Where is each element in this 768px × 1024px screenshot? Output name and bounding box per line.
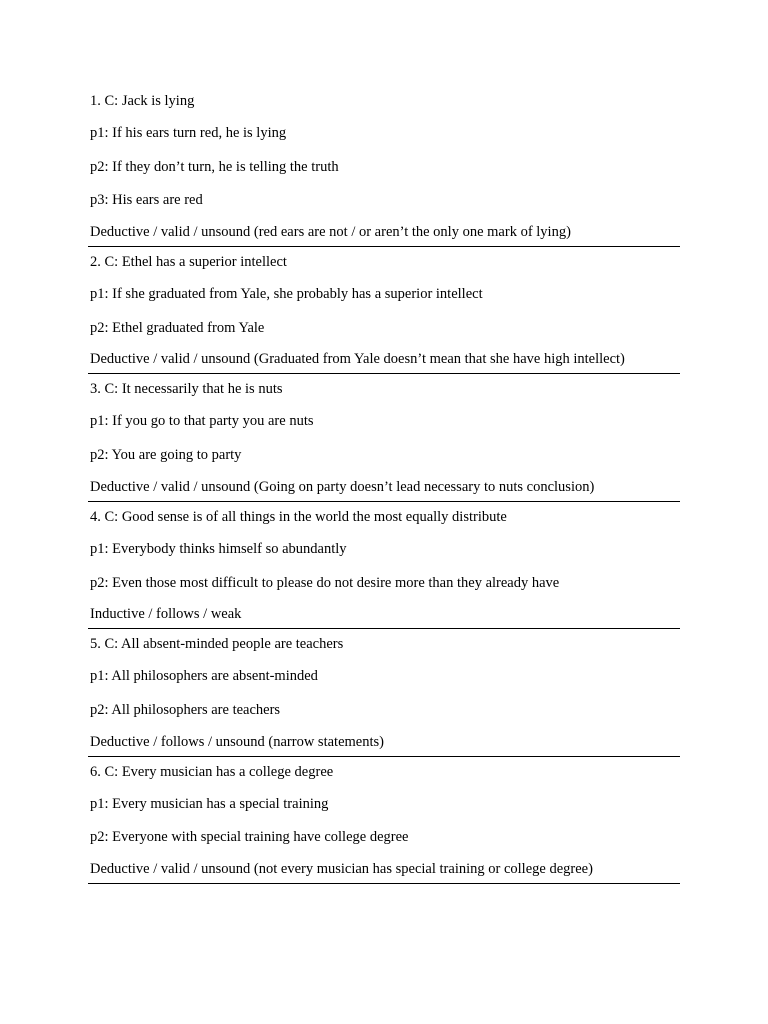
premise-line: p1: If his ears turn red, he is lying <box>90 125 287 141</box>
conclusion-line: 3. C: It necessarily that he is nuts <box>90 381 283 398</box>
premise-line: p1: If she graduated from Yale, she probably has a superior intellect <box>90 286 483 303</box>
premise-line: p1: Every musician has a special training <box>90 795 329 812</box>
premise-line: p2: All philosophers are teachers <box>90 701 281 718</box>
evaluation-line: Deductive / valid / unsound (red ears are not / or aren’t the only one mark of lying) <box>90 224 571 241</box>
premise-line: p1: All philosophers are absent-minded <box>90 668 318 685</box>
premise-line: p1: If you go to that party you are nuts <box>90 413 314 430</box>
evaluation-line: Deductive / valid / unsound (Going on party doesn’t lead necessary to nuts conclusion) <box>90 478 595 495</box>
argument-1 <box>88 86 680 247</box>
premise-line: p3: His ears are red <box>90 192 203 209</box>
conclusion-line: 2. C: Ethel has a superior intellect <box>90 254 287 271</box>
evaluation-line: Deductive / valid / unsound (Graduated from Yale doesn’t mean that she have high intellect) <box>90 351 625 368</box>
document-page <box>88 86 680 884</box>
argument-2 <box>88 247 680 374</box>
argument-5 <box>88 629 680 756</box>
argument-3 <box>88 374 680 501</box>
evaluation-line: Deductive / valid / unsound (not every musician has special training or college degree) <box>90 860 593 877</box>
conclusion-line: 6. C: Every musician has a college degree <box>90 763 334 780</box>
conclusion-line: 4. C: Good sense is of all things in the world the most equally distribute <box>90 508 507 525</box>
evaluation-line: Inductive / follows / weak <box>90 606 242 623</box>
argument-4 <box>88 502 680 629</box>
premise-line: p2: Everyone with special training have college degree <box>90 829 409 846</box>
evaluation-line: Deductive / follows / unsound (narrow statements) <box>90 733 384 750</box>
premise-line: p2: You are going to party <box>90 447 242 464</box>
conclusion-line: 1. C: Jack is lying <box>90 93 195 109</box>
premise-line: p1: Everybody thinks himself so abundantly <box>90 540 347 557</box>
premise-line: p2: Even those most difficult to please do not desire more than they already have <box>90 574 560 591</box>
argument-6 <box>88 757 680 884</box>
premise-line: p2: Ethel graduated from Yale <box>90 319 265 336</box>
conclusion-line: 5. C: All absent-minded people are teachers <box>90 636 344 653</box>
premise-line: p2: If they don’t turn, he is telling the truth <box>90 158 339 175</box>
